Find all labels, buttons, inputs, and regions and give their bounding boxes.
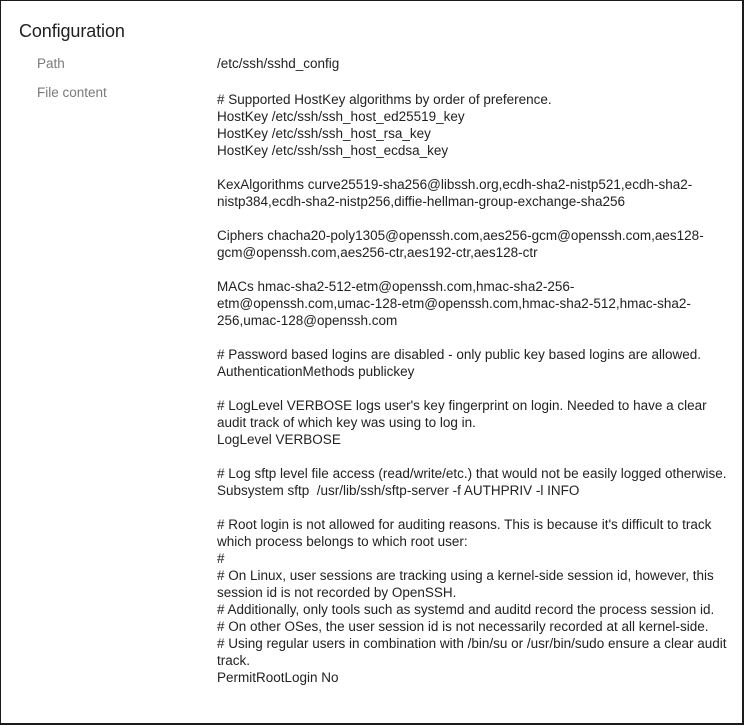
config-directive-line: HostKey /etc/ssh/ssh_host_ecdsa_key: [217, 143, 449, 158]
config-blank-line: [217, 499, 732, 516]
config-comment-line: # On Linux, user sessions are tracking using a kernel-side session id, however, this session id is not recorded by OpenSSH.: [217, 568, 718, 600]
config-directive-line: PermitRootLogin No: [217, 670, 339, 685]
config-blank-line: [217, 329, 732, 346]
config-comment-line: # Using regular users in combination with /bin/su or /usr/bin/sudo ensure a clear audit track.: [217, 636, 731, 668]
config-comment-line: # LogLevel VERBOSE logs user's key fingerprint on login. Needed to have a clear audit track of which key was using to log in.: [217, 398, 711, 430]
config-comment-line: # Root login is not allowed for auditing reasons. This is because it's difficult to track which process belongs to which root user:: [217, 517, 716, 549]
section-title: Configuration: [19, 21, 125, 41]
path-value: /etc/ssh/sshd_config: [217, 56, 340, 71]
config-directive-line: Subsystem sftp /usr/lib/ssh/sftp-server -f AUTHPRIV -l INFO: [217, 483, 580, 498]
config-directive-line: LogLevel VERBOSE: [217, 432, 341, 447]
file-content-value: [217, 91, 732, 686]
file-content-label: File content: [37, 85, 107, 100]
config-blank-line: [217, 159, 732, 176]
config-comment-line: # Log sftp level file access (read/write/etc.) that would not be easily logged otherwise.: [217, 466, 727, 481]
config-directive-line: KexAlgorithms curve25519-sha256@libssh.org,ecdh-sha2-nistp521,ecdh-sha2-nistp384,ecdh-sha2-nistp256,diffie-hellman-group-exchange-sha256: [217, 177, 693, 209]
config-blank-line: [217, 210, 732, 227]
config-comment-line: # On other OSes, the user session id is not necessarily recorded at all kernel-side.: [217, 619, 709, 634]
config-comment-line: # Additionally, only tools such as systemd and auditd record the process session id.: [217, 602, 715, 617]
config-directive-line: HostKey /etc/ssh/ssh_host_ed25519_key: [217, 109, 465, 124]
config-directive-line: HostKey /etc/ssh/ssh_host_rsa_key: [217, 126, 431, 141]
config-blank-line: [217, 380, 732, 397]
config-directive-line: Ciphers chacha20-poly1305@openssh.com,aes256-gcm@openssh.com,aes128-gcm@openssh.com,aes256-ctr,aes192-ctr,aes128-ctr: [217, 228, 704, 260]
config-directive-line: MACs hmac-sha2-512-etm@openssh.com,hmac-sha2-256-etm@openssh.com,umac-128-etm@openssh.com,hmac-sha2-512,hmac-sha2-256,umac-128@openssh.com: [217, 279, 691, 328]
config-blank-line: [217, 448, 732, 465]
path-label: Path: [37, 56, 65, 71]
config-comment-line: # Supported HostKey algorithms by order of preference.: [217, 92, 552, 107]
config-blank-line: [217, 261, 732, 278]
config-comment-line: #: [217, 551, 225, 566]
config-directive-line: AuthenticationMethods publickey: [217, 364, 415, 379]
config-comment-line: # Password based logins are disabled - only public key based logins are allowed.: [217, 347, 702, 362]
